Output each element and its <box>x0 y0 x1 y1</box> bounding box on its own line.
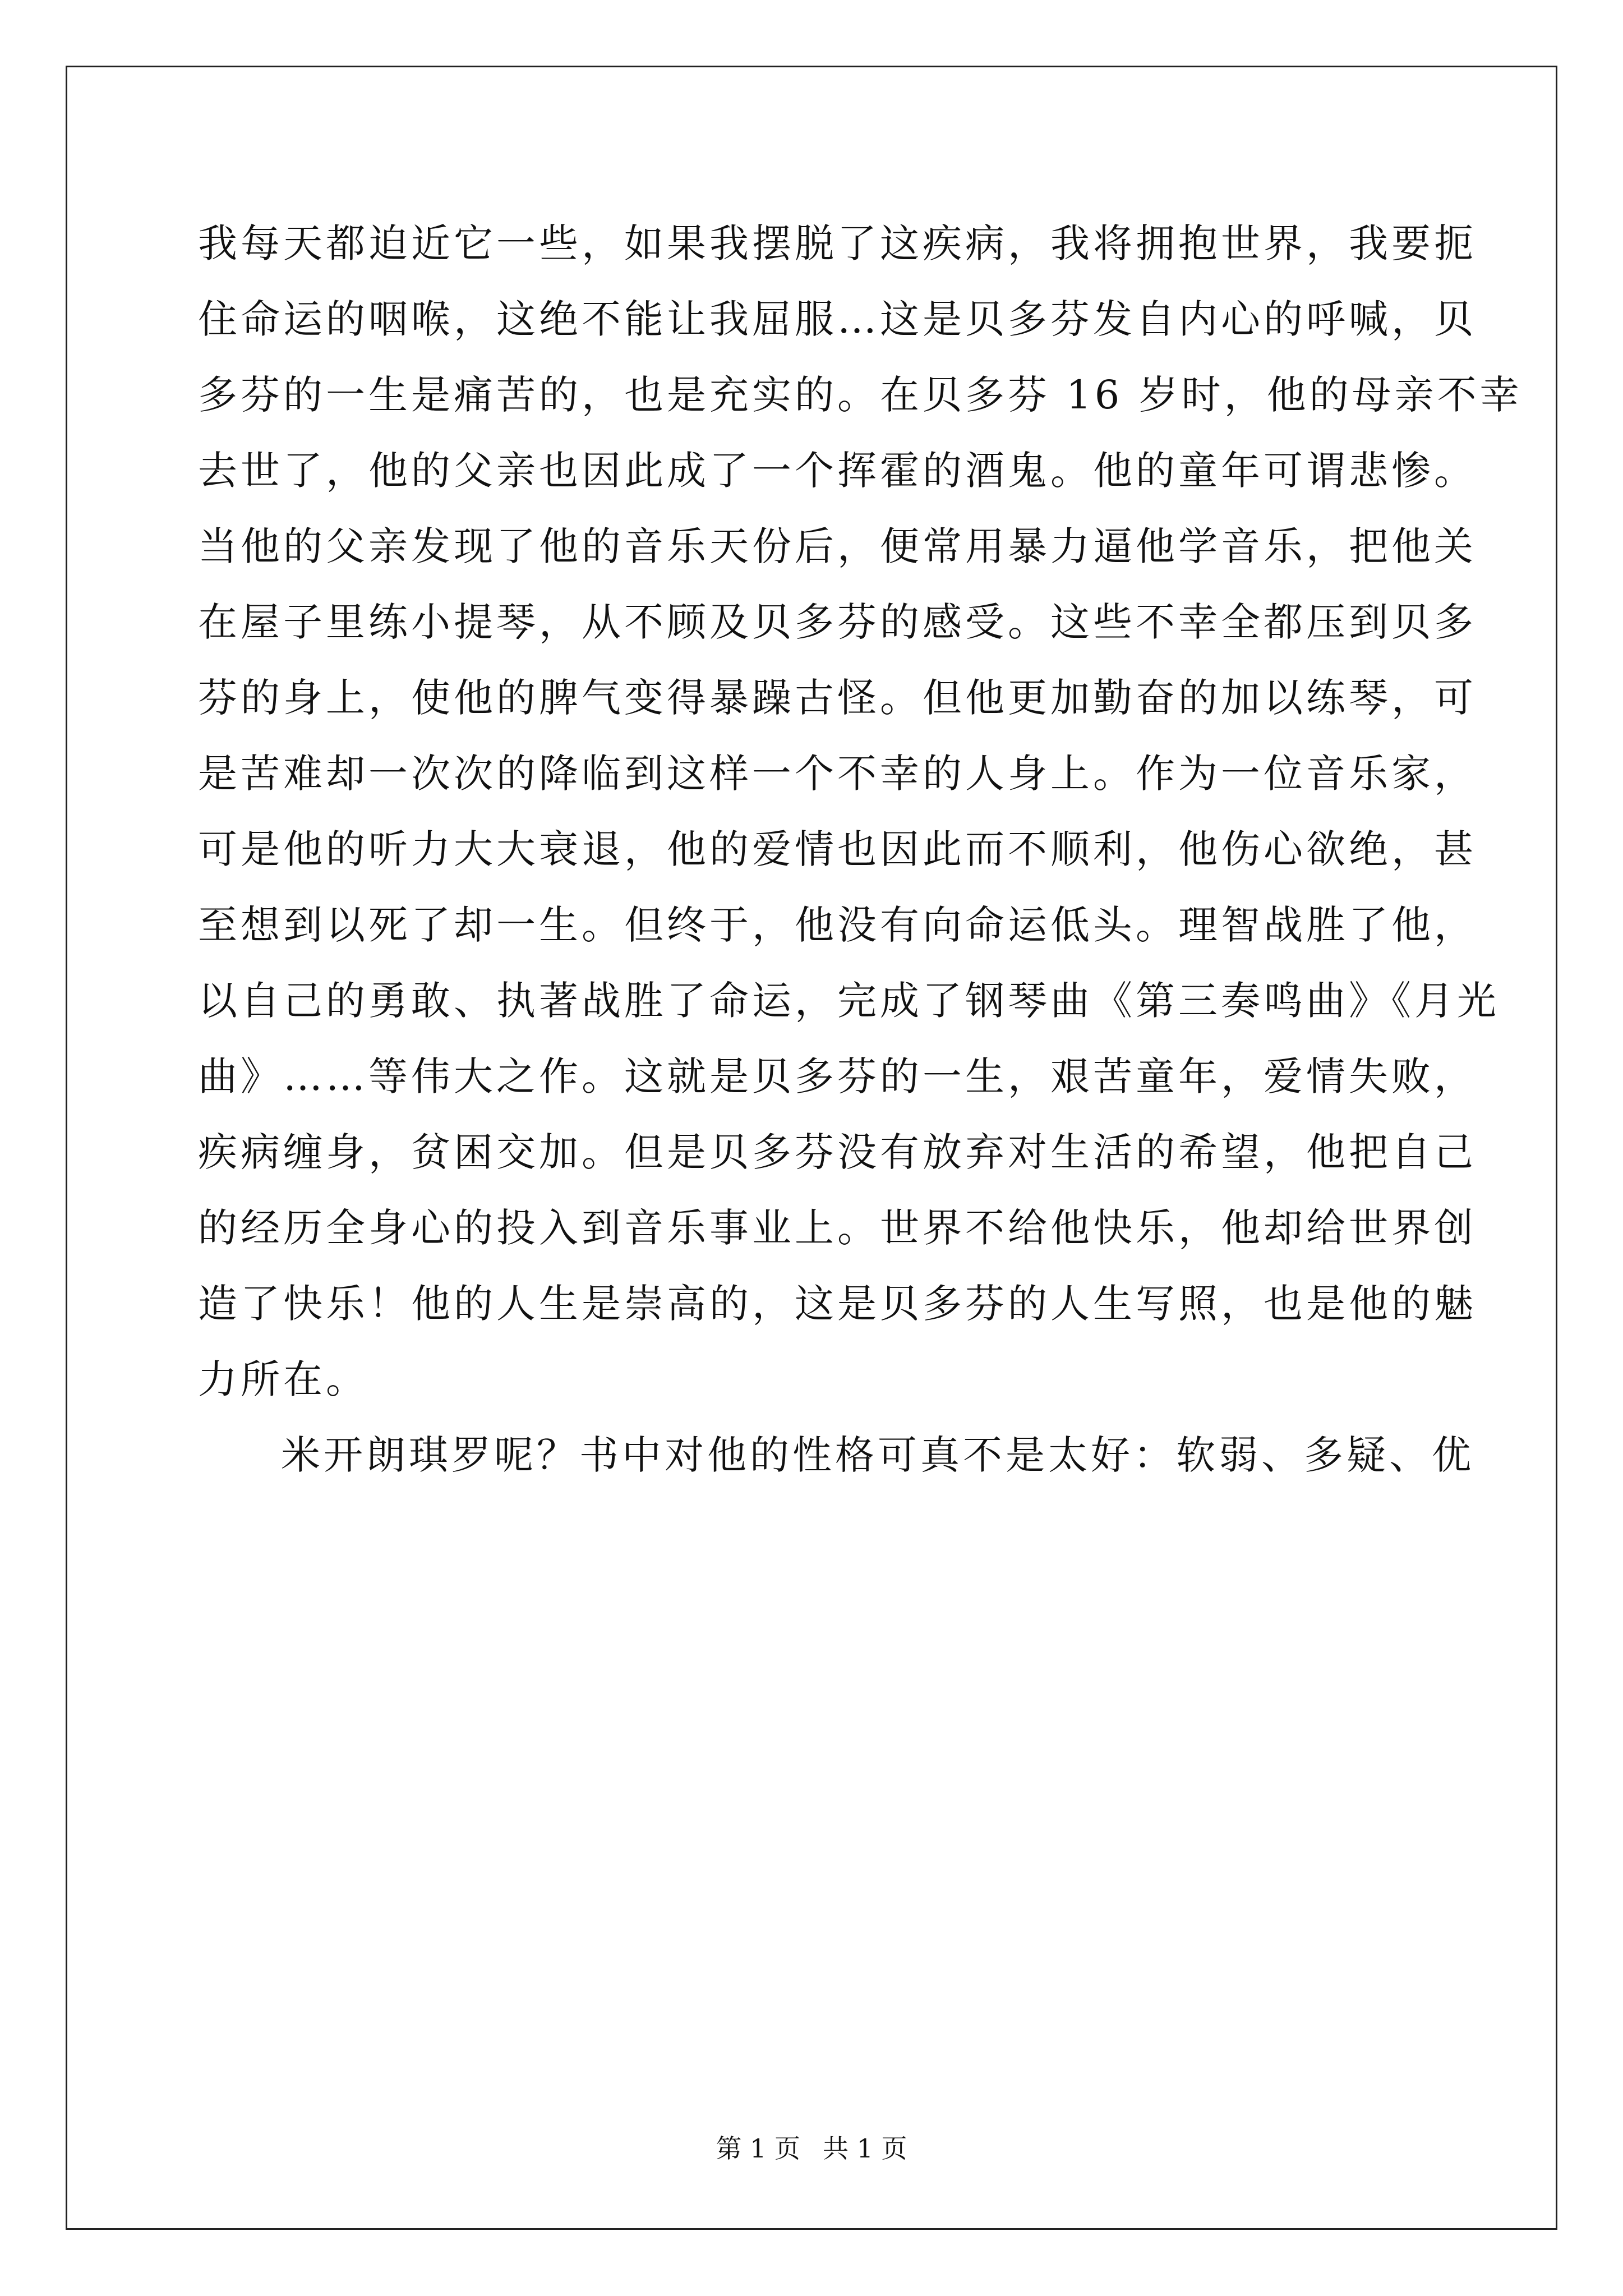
text-line: 去世了，他的父亲也因此成了一个挥霍的酒鬼。他的童年可谓悲惨。 <box>198 448 1477 494</box>
document-body <box>198 206 1523 1493</box>
text-line: 是苦难却一次次的降临到这样一个不幸的人身上。作为一位音乐家， <box>198 751 1477 797</box>
text-line: 疾病缠身，贫困交加。但是贝多芬没有放弃对生活的希望，他把自己 <box>198 1129 1477 1175</box>
text-line: 至想到以死了却一生。但终于，他没有向命运低头。理智战胜了他， <box>198 902 1477 948</box>
text-line: 可是他的听力大大衰退，他的爱情也因此而不顺利，他伤心欲绝，甚 <box>198 826 1477 872</box>
page-number-label: 第 1 页 <box>716 2133 800 2164</box>
text-line: 住命运的咽喉，这绝不能让我屈服…这是贝多芬发自内心的呼喊，贝 <box>198 296 1477 342</box>
page-total-label: 共 1 页 <box>823 2133 907 2164</box>
text-line: 我每天都迫近它一些，如果我摆脱了这疾病，我将拥抱世界，我要扼 <box>198 220 1477 266</box>
text-line: 造了快乐！他的人生是崇高的，这是贝多芬的人生写照，也是他的魅 <box>198 1281 1477 1327</box>
text-line: 在屋子里练小提琴，从不顾及贝多芬的感受。这些不幸全都压到贝多 <box>198 599 1477 645</box>
text-line: 以自己的勇敢、执著战胜了命运，完成了钢琴曲《第三奏鸣曲》《月光 <box>198 978 1500 1024</box>
text-line: 曲》……等伟大之作。这就是贝多芬的一生，艰苦童年，爱情失败， <box>198 1053 1477 1099</box>
text-line: 力所在。 <box>198 1356 368 1402</box>
paragraph-start-line: 米开朗琪罗呢？书中对他的性格可真不是太好：软弱、多疑、优 <box>281 1432 1474 1478</box>
text-line: 的经历全身心的投入到音乐事业上。世界不给他快乐，他却给世界创 <box>198 1205 1477 1251</box>
text-line: 当他的父亲发现了他的音乐天份后，便常用暴力逼他学音乐，把他关 <box>198 523 1477 569</box>
text-line: 芬的身上，使他的脾气变得暴躁古怪。但他更加勤奋的加以练琴，可 <box>198 675 1477 721</box>
text-line: 多芬的一生是痛苦的，也是充实的。在贝多芬 16 岁时，他的母亲不幸 <box>198 372 1523 418</box>
page-footer <box>0 2132 1623 2165</box>
